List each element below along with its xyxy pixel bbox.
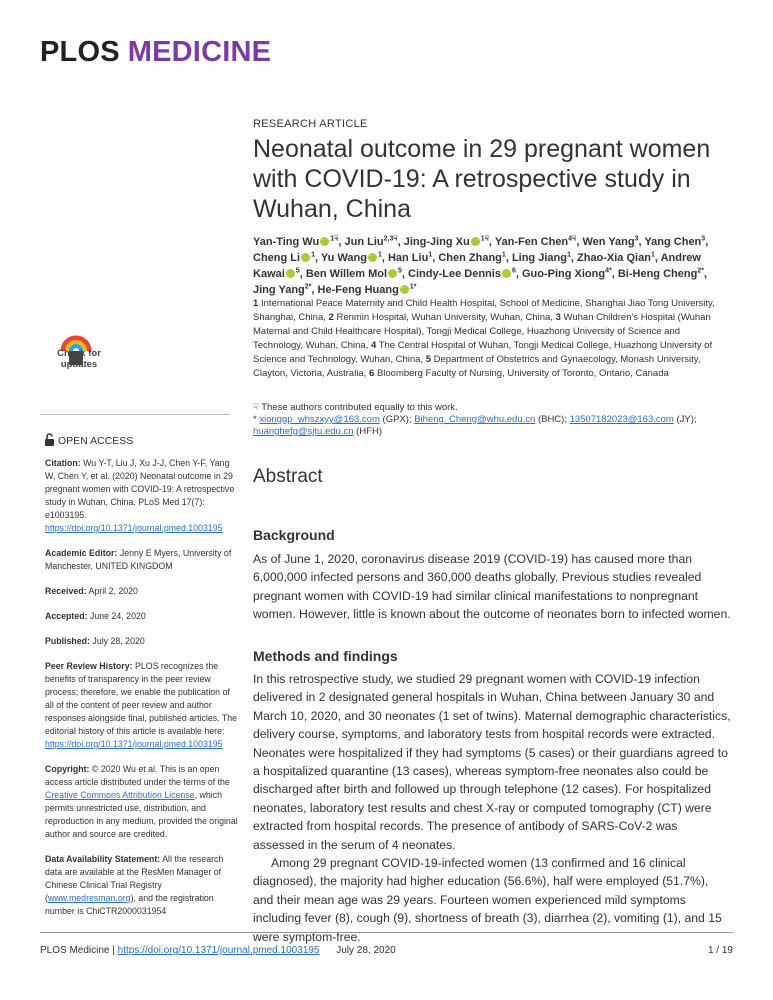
- check-for-updates-icon[interactable]: [46, 310, 106, 384]
- author-affiliation-marker: 1☟: [480, 235, 489, 243]
- author-name[interactable]: Andrew Kawai: [253, 252, 701, 280]
- registry-link[interactable]: www.medresman.org: [47, 893, 131, 903]
- equal-contribution-note: ☟ These authors contributed equally to this work.: [253, 402, 458, 413]
- email-link[interactable]: Biheng_Cheng@whu.edu.cn: [414, 414, 536, 425]
- orcid-icon[interactable]: [471, 237, 480, 246]
- affiliation-number: 4: [370, 340, 377, 351]
- author-affiliation-marker: 2*: [304, 283, 312, 291]
- author-affiliation-marker: 5: [398, 267, 402, 275]
- citation: Citation: Wu Y-T, Liu J, Xu J-J, Chen Y-F, Yang W, Chen Y, et al. (2020) Neonatal outcome in 29 pregnant women with COVID-19: A retrospective study in Wuhan, China. PLoS Med 17(7): e1003195. https://doi.org/10.1371/journal.pmed.1003195: [45, 458, 235, 533]
- methods-text: In this retrospective study, we studied 29 pregnant women with COVID-19 infection delivered in 2 designated general hospitals in Wuhan, China between January 30 and March 10, 2020, and 30 neonates (1 set of twins). Maternal demographic characteristics, delivery course, symptoms, and laboratory tests from hospital records were extracted. Neonates were hospitalized if they had symptoms (5 cases) or their guardians agreed to a hospitalized quarantine (13 cases), whereas symptom-free neonates also could be discharged after birth and followed up through telephone (12 cases). For hospitalized neonates, laboratory test results and chest X-ray or computed tomography (CT) were extracted from hospital records. The presence of antibody of SARS-CoV-2 was assessed in the serum of 4 neonates. Among 29 pregnant COVID-19-infected women (13 confirmed and 16 clinical diagnosed), the majority had higher education (56.6%), half were employed (51.7%), and their mean age was 29 years. Fourteen women experienced mild symptoms including fever (8), cough (9), shortness of breath (3), diarrhea (2), vomiting (1), and 15 were symptom-free.: [253, 672, 731, 944]
- peer-review-history: Peer Review History: PLOS recognizes the benefits of transparency in the peer review process; therefore, we enable the publication of all of the content of peer review and author responses alongside final, published articles. The editorial history of this article is available here: https://doi.org/10.1371/journal.pmed.1003195: [45, 661, 238, 749]
- author-name[interactable]: Yu Wang: [320, 252, 367, 264]
- open-access-label: OPEN ACCESS: [58, 435, 134, 447]
- author-name[interactable]: Guo-Ping Xiong: [521, 268, 606, 280]
- affiliations: [253, 297, 731, 381]
- footer-doi-link[interactable]: https://doi.org/10.1371/journal.pmed.1003195: [117, 945, 320, 956]
- data-availability: Data Availability Statement: All the research data are available at the ResMen Manager of Chinese Clinical Trial Registry (www.medresman.org), and the registration number is ChiCTR2000031954: [45, 854, 224, 916]
- author-name[interactable]: Jing Yang: [253, 284, 305, 296]
- article-sidebar: [45, 457, 240, 930]
- published-date: Published: July 28, 2020: [45, 636, 145, 646]
- author-name[interactable]: Jun Liu: [344, 236, 384, 248]
- academic-editor: Academic Editor: Jenny E Myers, University of Manchester, UNITED KINGDOM: [45, 548, 232, 571]
- author-affiliation-marker: 1: [650, 251, 655, 259]
- author-affiliation-marker: 3: [634, 235, 639, 243]
- author-affiliation-marker: 1*: [409, 283, 417, 291]
- logo-plos: PLOS: [40, 36, 120, 68]
- license-link[interactable]: Creative Commons Attribution License: [45, 790, 195, 800]
- author-name[interactable]: Jing-Jing Xu: [403, 236, 470, 248]
- accepted-date: Accepted: June 24, 2020: [45, 611, 146, 621]
- author-affiliation-marker: 2,3☟: [383, 235, 398, 243]
- background-text: As of June 1, 2020, coronavirus disease 2019 (COVID-19) has caused more than 6,000,000 infected persons and 360,000 deaths globally. Previous studies revealed pregnant women with COVID-19 had similar clinical manifestations to nonpregnant women. However, little is known about the outcome of neonates born to infected women.: [253, 552, 731, 622]
- author-affiliation-marker: 5: [295, 267, 300, 275]
- footer-divider: [40, 932, 733, 933]
- author-name[interactable]: Zhao-Xia Qian: [576, 252, 651, 264]
- article-type: RESEARCH ARTICLE: [253, 118, 368, 130]
- affiliation-text: Bloomberg Faculty of Nursing, University of Toronto, Ontario, Canada: [376, 368, 669, 379]
- orcid-icon[interactable]: [368, 253, 377, 262]
- author-affiliation-marker: 1: [566, 251, 571, 259]
- affiliation-number: 5: [425, 354, 431, 365]
- email-link[interactable]: huanghefg@sjtu.edu.cn: [253, 426, 354, 437]
- author-name[interactable]: Chen Zhang: [438, 252, 502, 264]
- author-name[interactable]: Han Liu: [387, 252, 429, 264]
- author-affiliation-marker: 1: [428, 251, 433, 259]
- author-name[interactable]: Ben Willem Mol: [305, 268, 388, 280]
- author-affiliation-marker: 3: [701, 235, 706, 243]
- sidebar-divider: [40, 414, 230, 415]
- affiliation-text: International Peace Maternity and Child Health Hospital, School of Medicine, Shanghai Jiao Tong University, Shanghai, China,: [253, 298, 715, 323]
- abstract-heading: Abstract: [253, 466, 323, 487]
- affiliation-number: 6: [369, 368, 375, 379]
- footer-journal: PLOS Medicine |: [40, 945, 115, 956]
- email-link[interactable]: 13507182023@163.com: [569, 414, 674, 425]
- author-name[interactable]: Bi-Heng Cheng: [617, 268, 698, 280]
- journal-logo[interactable]: [40, 36, 271, 69]
- methods-heading: Methods and findings: [253, 648, 398, 664]
- author-name[interactable]: He-Feng Huang: [317, 284, 399, 296]
- author-list: Yan-Ting Wu $^{1☟}$, Jun Liu$^{2,3☟}$, Jing-Jing Xu $^{1☟}$, Yan-Fen Chen$^{4☟}$, Wen Yang$^3$, Yang Chen$^3$, Cheng Li $^1$, Yu Wang $^1$, Han Liu$^1$, Chen Zhang$^1$, Ling Jiang$^1$, Zhao-Xia Qian$^1$, Andrew Kawai $^5$, Ben Willem Mol $^5$, Cindy-Lee Dennis $^6$, Guo-Ping Xiong$^{4*}$, Bi-Heng Cheng$^{2*}$, Jing Yang$^{2*}$, He-Feng Huang $^{1*}$: [253, 235, 709, 296]
- author-name[interactable]: Cheng Li: [253, 252, 301, 264]
- affiliation-text: The Central Hospital of Wuhan, Tongji Medical College, Huazhong University of Science and Technology, Wuhan, China,: [253, 340, 713, 365]
- orcid-icon[interactable]: [502, 269, 511, 278]
- author-affiliation-marker: 4*: [605, 267, 612, 275]
- page-footer: [40, 945, 733, 956]
- open-lock-icon: [44, 433, 55, 446]
- affiliation-number: 1: [253, 298, 259, 309]
- orcid-icon[interactable]: [301, 253, 310, 262]
- author-affiliation-marker: 1☟: [330, 235, 339, 243]
- footer-date: July 28, 2020: [336, 945, 396, 956]
- email-link[interactable]: xionggp_whszxyy@163.com: [259, 414, 380, 425]
- author-name[interactable]: Yan-Ting Wu: [253, 236, 320, 248]
- orcid-icon[interactable]: [388, 269, 397, 278]
- author-affiliation-marker: 1: [377, 251, 382, 259]
- author-name[interactable]: Yan-Fen Chen: [494, 236, 569, 248]
- author-affiliation-marker: 4☟: [568, 235, 577, 243]
- background-heading: Background: [253, 527, 335, 543]
- affiliation-text: Wuhan Children's Hospital (Wuhan Maternal and Child Healthcare Hospital), Tongji Medical College, Huazhong University of Science and Technology, Wuhan, China,: [253, 312, 711, 351]
- author-affiliation-marker: 2*: [697, 267, 704, 275]
- open-access-badge: [44, 433, 133, 447]
- peer-review-link[interactable]: https://doi.org/10.1371/journal.pmed.1003195: [45, 739, 223, 749]
- orcid-icon[interactable]: [320, 237, 329, 246]
- correspondence: * xionggp_whszxyy@163.com (GPX); Biheng_Cheng@whu.edu.cn (BHC); 13507182023@163.com (JY); huanghefg@sjtu.edu.cn (HFH): [253, 414, 697, 437]
- orcid-icon[interactable]: [286, 269, 295, 278]
- author-affiliation-marker: 1: [311, 251, 315, 259]
- author-name[interactable]: Ling Jiang: [511, 252, 567, 264]
- check-for-updates-label[interactable]: Check for updates: [57, 348, 101, 370]
- affiliation-number: 3: [555, 312, 561, 323]
- author-affiliation-marker: 1: [501, 251, 506, 259]
- author-affiliation-marker: 6: [511, 267, 516, 275]
- author-name[interactable]: Yang Chen: [644, 236, 702, 248]
- affiliation-text: Renmin Hospital, Wuhan University, Wuhan, China,: [336, 312, 553, 323]
- article-title: Neonatal outcome in 29 pregnant women with COVID-19: A retrospective study in Wuhan, China: [253, 135, 711, 223]
- copyright: Copyright: © 2020 Wu et al. This is an open access article distributed under the terms of the Creative Commons Attribution License, which permits unrestricted use, distribution, and reproduction in any medium, provided the original author and source are credited.: [45, 764, 238, 839]
- affiliation-text: Department of Obstetrics and Gynaecology, Monash University, Clayton, Victoria, Australia,: [253, 354, 701, 379]
- page-number: 1 / 19: [707, 945, 733, 956]
- citation-doi-link[interactable]: https://doi.org/10.1371/journal.pmed.1003195: [45, 523, 223, 533]
- author-name[interactable]: Cindy-Lee Dennis: [408, 268, 501, 280]
- received-date: Received: April 2, 2020: [45, 586, 138, 596]
- logo-medicine: MEDICINE: [127, 36, 272, 68]
- orcid-icon[interactable]: [400, 285, 409, 294]
- author-name[interactable]: Wen Yang: [582, 236, 635, 248]
- affiliation-number: 2: [328, 312, 334, 323]
- author-notes: [253, 402, 731, 438]
